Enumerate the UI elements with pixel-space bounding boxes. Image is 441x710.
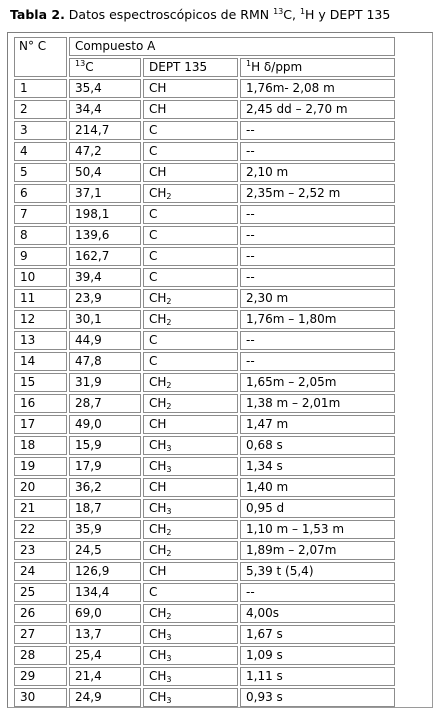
c13-shift-cell: 35,9 bbox=[69, 520, 141, 539]
dept-cell bbox=[143, 604, 238, 623]
c13-shift-cell: 134,4 bbox=[69, 583, 141, 602]
dept-hydrogen-count: 2 bbox=[166, 297, 172, 306]
table-row bbox=[14, 478, 395, 497]
table-row bbox=[14, 604, 395, 623]
h-shift-cell: -- bbox=[240, 226, 395, 245]
table-row bbox=[14, 562, 395, 581]
h-shift-cell: 1,10 m – 1,53 m bbox=[240, 520, 395, 539]
table-row bbox=[14, 205, 395, 224]
dept-cell bbox=[143, 436, 238, 455]
carbon-number-cell: 17 bbox=[14, 415, 67, 434]
dept-cell bbox=[143, 310, 238, 329]
dept-cell bbox=[143, 163, 238, 182]
table-row bbox=[14, 268, 395, 287]
carbon-number-cell: 18 bbox=[14, 436, 67, 455]
h-shift-cell: 1,65m – 2,05m bbox=[240, 373, 395, 392]
table-caption bbox=[10, 7, 390, 22]
table-body bbox=[14, 37, 395, 707]
dept-cell bbox=[143, 415, 238, 434]
c13-shift-cell: 24,9 bbox=[69, 688, 141, 707]
c13-shift-cell: 25,4 bbox=[69, 646, 141, 665]
caption-text-c: H y DEPT 135 bbox=[305, 7, 391, 22]
carbon-number-cell: 29 bbox=[14, 667, 67, 686]
c13-shift-cell: 30,1 bbox=[69, 310, 141, 329]
table-row bbox=[14, 247, 395, 266]
carbon-number-cell: 21 bbox=[14, 499, 67, 518]
caption-text-b: C, bbox=[283, 7, 300, 22]
dept-group: CH bbox=[149, 459, 167, 473]
dept-group: C bbox=[149, 333, 158, 347]
header-c13-text: C bbox=[85, 60, 94, 74]
h-shift-cell: -- bbox=[240, 583, 395, 602]
dept-hydrogen-count: 2 bbox=[166, 381, 172, 390]
table-row bbox=[14, 625, 395, 644]
dept-group: CH bbox=[149, 375, 167, 389]
dept-group: CH bbox=[149, 291, 167, 305]
dept-group: CH bbox=[149, 564, 167, 578]
h-shift-cell: 1,67 s bbox=[240, 625, 395, 644]
dept-group: C bbox=[149, 123, 158, 137]
carbon-number-cell: 3 bbox=[14, 121, 67, 140]
table-row bbox=[14, 520, 395, 539]
dept-hydrogen-count: 2 bbox=[166, 318, 172, 327]
dept-group: CH bbox=[149, 396, 167, 410]
dept-group: C bbox=[149, 228, 158, 242]
dept-cell bbox=[143, 541, 238, 560]
dept-cell bbox=[143, 520, 238, 539]
h-shift-cell: 1,09 s bbox=[240, 646, 395, 665]
dept-cell bbox=[143, 352, 238, 371]
h-shift-cell: 5,39 t (5,4) bbox=[240, 562, 395, 581]
dept-group: C bbox=[149, 585, 158, 599]
dept-hydrogen-count: 2 bbox=[166, 549, 172, 558]
dept-group: CH bbox=[149, 627, 167, 641]
dept-group: CH bbox=[149, 690, 167, 704]
carbon-number-cell: 6 bbox=[14, 184, 67, 203]
dept-cell bbox=[143, 247, 238, 266]
dept-hydrogen-count: 3 bbox=[166, 675, 172, 684]
dept-group: CH bbox=[149, 417, 167, 431]
dept-cell bbox=[143, 100, 238, 119]
dept-hydrogen-count: 2 bbox=[166, 402, 172, 411]
dept-group: CH bbox=[149, 669, 167, 683]
table-row bbox=[14, 436, 395, 455]
table-row bbox=[14, 583, 395, 602]
header-row-2 bbox=[14, 58, 395, 77]
header-h-text: H δ/ppm bbox=[251, 60, 303, 74]
dept-group: CH bbox=[149, 81, 167, 95]
c13-shift-cell: 36,2 bbox=[69, 478, 141, 497]
h-shift-cell: 1,11 s bbox=[240, 667, 395, 686]
dept-hydrogen-count: 3 bbox=[166, 654, 172, 663]
h-shift-cell: -- bbox=[240, 268, 395, 287]
carbon-number-cell: 8 bbox=[14, 226, 67, 245]
table-row bbox=[14, 79, 395, 98]
dept-cell bbox=[143, 625, 238, 644]
carbon-number-cell: 4 bbox=[14, 142, 67, 161]
table-row bbox=[14, 142, 395, 161]
dept-hydrogen-count: 2 bbox=[166, 528, 172, 537]
c13-shift-cell: 49,0 bbox=[69, 415, 141, 434]
c13-shift-cell: 69,0 bbox=[69, 604, 141, 623]
dept-group: CH bbox=[149, 438, 167, 452]
table-row bbox=[14, 310, 395, 329]
h-shift-cell: 1,47 m bbox=[240, 415, 395, 434]
c13-shift-cell: 39,4 bbox=[69, 268, 141, 287]
c13-shift-cell: 35,4 bbox=[69, 79, 141, 98]
table-row bbox=[14, 289, 395, 308]
header-h-shift bbox=[240, 58, 395, 77]
table-row bbox=[14, 184, 395, 203]
table-row bbox=[14, 457, 395, 476]
c13-shift-cell: 15,9 bbox=[69, 436, 141, 455]
h-shift-cell: 0,95 d bbox=[240, 499, 395, 518]
c13-shift-cell: 17,9 bbox=[69, 457, 141, 476]
h-shift-cell: 4,00s bbox=[240, 604, 395, 623]
carbon-number-cell: 5 bbox=[14, 163, 67, 182]
dept-hydrogen-count: 2 bbox=[166, 192, 172, 201]
header-dept: DEPT 135 bbox=[143, 58, 238, 77]
dept-cell bbox=[143, 478, 238, 497]
h-shift-cell: -- bbox=[240, 331, 395, 350]
table-row bbox=[14, 163, 395, 182]
h-shift-cell: 2,45 dd – 2,70 m bbox=[240, 100, 395, 119]
dept-group: CH bbox=[149, 501, 167, 515]
table-row bbox=[14, 499, 395, 518]
c13-shift-cell: 50,4 bbox=[69, 163, 141, 182]
carbon-number-cell: 25 bbox=[14, 583, 67, 602]
dept-cell bbox=[143, 331, 238, 350]
table-row bbox=[14, 226, 395, 245]
header-c13-sup: 13 bbox=[75, 59, 86, 68]
table-row bbox=[14, 373, 395, 392]
header-carbon-number: N° C bbox=[14, 37, 67, 77]
dept-cell bbox=[143, 205, 238, 224]
dept-cell bbox=[143, 562, 238, 581]
table-row bbox=[14, 646, 395, 665]
carbon-number-cell: 27 bbox=[14, 625, 67, 644]
carbon-number-cell: 7 bbox=[14, 205, 67, 224]
carbon-number-cell: 9 bbox=[14, 247, 67, 266]
c13-shift-cell: 162,7 bbox=[69, 247, 141, 266]
c13-shift-cell: 47,2 bbox=[69, 142, 141, 161]
c13-shift-cell: 24,5 bbox=[69, 541, 141, 560]
dept-group: CH bbox=[149, 165, 167, 179]
h-shift-cell: 1,40 m bbox=[240, 478, 395, 497]
dept-group: C bbox=[149, 207, 158, 221]
h-shift-cell: 1,76m- 2,08 m bbox=[240, 79, 395, 98]
dept-cell bbox=[143, 289, 238, 308]
dept-cell bbox=[143, 79, 238, 98]
h-shift-cell: -- bbox=[240, 205, 395, 224]
h-shift-cell: -- bbox=[240, 121, 395, 140]
c13-shift-cell: 47,8 bbox=[69, 352, 141, 371]
carbon-number-cell: 28 bbox=[14, 646, 67, 665]
dept-cell bbox=[143, 457, 238, 476]
dept-cell bbox=[143, 646, 238, 665]
h-shift-cell: 1,34 s bbox=[240, 457, 395, 476]
c13-shift-cell: 44,9 bbox=[69, 331, 141, 350]
caption-text-a: Datos espectroscópicos de RMN bbox=[64, 7, 274, 22]
h-shift-cell: 1,38 m – 2,01m bbox=[240, 394, 395, 413]
dept-group: CH bbox=[149, 543, 167, 557]
dept-group: CH bbox=[149, 480, 167, 494]
carbon-number-cell: 19 bbox=[14, 457, 67, 476]
dept-hydrogen-count: 3 bbox=[166, 696, 172, 705]
dept-cell bbox=[143, 226, 238, 245]
dept-cell bbox=[143, 373, 238, 392]
table-row bbox=[14, 415, 395, 434]
carbon-number-cell: 13 bbox=[14, 331, 67, 350]
h-shift-cell: 2,10 m bbox=[240, 163, 395, 182]
caption-sup-13: 13 bbox=[273, 7, 284, 16]
dept-group: C bbox=[149, 270, 158, 284]
table-row bbox=[14, 394, 395, 413]
dept-cell bbox=[143, 394, 238, 413]
carbon-number-cell: 15 bbox=[14, 373, 67, 392]
dept-group: CH bbox=[149, 522, 167, 536]
dept-hydrogen-count: 3 bbox=[166, 507, 172, 516]
table-row bbox=[14, 352, 395, 371]
carbon-number-cell: 12 bbox=[14, 310, 67, 329]
c13-shift-cell: 28,7 bbox=[69, 394, 141, 413]
h-shift-cell: 1,89m – 2,07m bbox=[240, 541, 395, 560]
c13-shift-cell: 31,9 bbox=[69, 373, 141, 392]
carbon-number-cell: 10 bbox=[14, 268, 67, 287]
carbon-number-cell: 23 bbox=[14, 541, 67, 560]
carbon-number-cell: 2 bbox=[14, 100, 67, 119]
dept-group: C bbox=[149, 144, 158, 158]
header-c13 bbox=[69, 58, 141, 77]
carbon-number-cell: 26 bbox=[14, 604, 67, 623]
header-compound: Compuesto A bbox=[69, 37, 395, 56]
table-row bbox=[14, 541, 395, 560]
c13-shift-cell: 139,6 bbox=[69, 226, 141, 245]
dept-cell bbox=[143, 583, 238, 602]
c13-shift-cell: 37,1 bbox=[69, 184, 141, 203]
caption-label: Tabla 2. bbox=[10, 7, 65, 22]
h-shift-cell: -- bbox=[240, 142, 395, 161]
table-row bbox=[14, 667, 395, 686]
nmr-data-table bbox=[12, 35, 397, 709]
header-h-sup: 1 bbox=[246, 59, 252, 68]
c13-shift-cell: 198,1 bbox=[69, 205, 141, 224]
dept-group: CH bbox=[149, 606, 167, 620]
h-shift-cell: 1,76m – 1,80m bbox=[240, 310, 395, 329]
dept-group: CH bbox=[149, 648, 167, 662]
c13-shift-cell: 34,4 bbox=[69, 100, 141, 119]
dept-group: C bbox=[149, 249, 158, 263]
table-row bbox=[14, 121, 395, 140]
dept-hydrogen-count: 3 bbox=[166, 465, 172, 474]
carbon-number-cell: 30 bbox=[14, 688, 67, 707]
dept-group: CH bbox=[149, 312, 167, 326]
dept-cell bbox=[143, 667, 238, 686]
carbon-number-cell: 20 bbox=[14, 478, 67, 497]
carbon-number-cell: 24 bbox=[14, 562, 67, 581]
carbon-number-cell: 11 bbox=[14, 289, 67, 308]
dept-hydrogen-count: 3 bbox=[166, 444, 172, 453]
dept-cell bbox=[143, 499, 238, 518]
table-row bbox=[14, 688, 395, 707]
caption-sup-1: 1 bbox=[299, 7, 306, 16]
dept-group: C bbox=[149, 354, 158, 368]
dept-hydrogen-count: 2 bbox=[166, 612, 172, 621]
dept-cell bbox=[143, 268, 238, 287]
table-row bbox=[14, 100, 395, 119]
h-shift-cell: 2,35m – 2,52 m bbox=[240, 184, 395, 203]
c13-shift-cell: 23,9 bbox=[69, 289, 141, 308]
carbon-number-cell: 14 bbox=[14, 352, 67, 371]
dept-cell bbox=[143, 121, 238, 140]
table-row bbox=[14, 331, 395, 350]
header-row-1 bbox=[14, 37, 395, 56]
c13-shift-cell: 126,9 bbox=[69, 562, 141, 581]
c13-shift-cell: 214,7 bbox=[69, 121, 141, 140]
carbon-number-cell: 16 bbox=[14, 394, 67, 413]
carbon-number-cell: 22 bbox=[14, 520, 67, 539]
c13-shift-cell: 21,4 bbox=[69, 667, 141, 686]
dept-cell bbox=[143, 184, 238, 203]
dept-cell bbox=[143, 688, 238, 707]
dept-hydrogen-count: 3 bbox=[166, 633, 172, 642]
c13-shift-cell: 13,7 bbox=[69, 625, 141, 644]
dept-cell bbox=[143, 142, 238, 161]
h-shift-cell: 2,30 m bbox=[240, 289, 395, 308]
h-shift-cell: 0,93 s bbox=[240, 688, 395, 707]
dept-group: CH bbox=[149, 102, 167, 116]
h-shift-cell: -- bbox=[240, 352, 395, 371]
carbon-number-cell: 1 bbox=[14, 79, 67, 98]
c13-shift-cell: 18,7 bbox=[69, 499, 141, 518]
h-shift-cell: 0,68 s bbox=[240, 436, 395, 455]
dept-group: CH bbox=[149, 186, 167, 200]
h-shift-cell: -- bbox=[240, 247, 395, 266]
